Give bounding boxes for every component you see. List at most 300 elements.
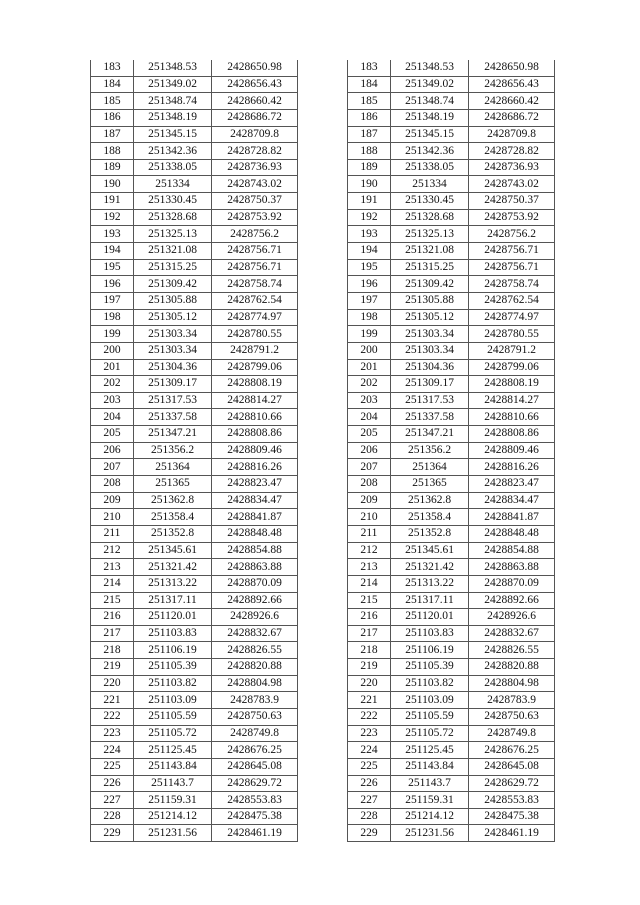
table-row bbox=[91, 276, 298, 293]
table-row bbox=[91, 659, 298, 676]
table-row bbox=[91, 808, 298, 825]
x-coordinate-cell: 251338.05 bbox=[134, 159, 212, 176]
table-row bbox=[348, 492, 555, 509]
y-coordinate-cell: 2428750.37 bbox=[212, 193, 298, 210]
table-row bbox=[91, 176, 298, 193]
table-row bbox=[348, 542, 555, 559]
x-coordinate-cell: 251342.36 bbox=[391, 143, 469, 160]
y-coordinate-cell: 2428762.54 bbox=[469, 292, 555, 309]
table-row bbox=[348, 226, 555, 243]
x-coordinate-cell: 251313.22 bbox=[134, 575, 212, 592]
y-coordinate-cell: 2428834.47 bbox=[469, 492, 555, 509]
x-coordinate-cell: 251356.2 bbox=[391, 442, 469, 459]
table-row bbox=[348, 193, 555, 210]
point-number-cell: 210 bbox=[91, 509, 134, 526]
coordinate-table-body bbox=[348, 60, 555, 842]
x-coordinate-cell: 251352.8 bbox=[134, 525, 212, 542]
table-row bbox=[91, 542, 298, 559]
y-coordinate-cell: 2428823.47 bbox=[469, 476, 555, 493]
y-coordinate-cell: 2428804.98 bbox=[212, 675, 298, 692]
table-row bbox=[348, 109, 555, 126]
x-coordinate-cell: 251143.7 bbox=[134, 775, 212, 792]
y-coordinate-cell: 2428823.47 bbox=[212, 476, 298, 493]
point-number-cell: 190 bbox=[348, 176, 391, 193]
x-coordinate-cell: 251364 bbox=[134, 459, 212, 476]
x-coordinate-cell: 251309.17 bbox=[134, 376, 212, 393]
y-coordinate-cell: 2428892.66 bbox=[212, 592, 298, 609]
table-row bbox=[348, 459, 555, 476]
x-coordinate-cell: 251330.45 bbox=[134, 193, 212, 210]
table-row bbox=[348, 592, 555, 609]
y-coordinate-cell: 2428686.72 bbox=[469, 109, 555, 126]
x-coordinate-cell: 251159.31 bbox=[134, 792, 212, 809]
point-number-cell: 217 bbox=[91, 625, 134, 642]
table-row bbox=[348, 209, 555, 226]
y-coordinate-cell: 2428650.98 bbox=[212, 60, 298, 76]
x-coordinate-cell: 251317.53 bbox=[391, 392, 469, 409]
table-row bbox=[348, 292, 555, 309]
y-coordinate-cell: 2428826.55 bbox=[212, 642, 298, 659]
point-number-cell: 205 bbox=[348, 426, 391, 443]
point-number-cell: 200 bbox=[91, 342, 134, 359]
point-number-cell: 216 bbox=[91, 609, 134, 626]
x-coordinate-cell: 251214.12 bbox=[391, 808, 469, 825]
y-coordinate-cell: 2428808.86 bbox=[469, 426, 555, 443]
x-coordinate-cell: 251330.45 bbox=[391, 193, 469, 210]
x-coordinate-cell: 251105.39 bbox=[391, 659, 469, 676]
x-coordinate-cell: 251348.53 bbox=[391, 60, 469, 76]
point-number-cell: 203 bbox=[91, 392, 134, 409]
y-coordinate-cell: 2428820.88 bbox=[212, 659, 298, 676]
point-number-cell: 213 bbox=[91, 559, 134, 576]
x-coordinate-cell: 251305.88 bbox=[391, 292, 469, 309]
x-coordinate-cell: 251364 bbox=[391, 459, 469, 476]
point-number-cell: 227 bbox=[348, 792, 391, 809]
x-coordinate-cell: 251120.01 bbox=[134, 609, 212, 626]
table-row bbox=[91, 559, 298, 576]
point-number-cell: 223 bbox=[348, 725, 391, 742]
y-coordinate-cell: 2428810.66 bbox=[469, 409, 555, 426]
point-number-cell: 201 bbox=[91, 359, 134, 376]
y-coordinate-cell: 2428926.6 bbox=[212, 609, 298, 626]
x-coordinate-cell: 251125.45 bbox=[134, 742, 212, 759]
point-number-cell: 185 bbox=[91, 93, 134, 110]
x-coordinate-cell: 251305.12 bbox=[391, 309, 469, 326]
y-coordinate-cell: 2428728.82 bbox=[469, 143, 555, 160]
x-coordinate-cell: 251362.8 bbox=[391, 492, 469, 509]
x-coordinate-cell: 251159.31 bbox=[391, 792, 469, 809]
point-number-cell: 198 bbox=[348, 309, 391, 326]
x-coordinate-cell: 251313.22 bbox=[391, 575, 469, 592]
table-row bbox=[91, 476, 298, 493]
table-row bbox=[348, 359, 555, 376]
table-row bbox=[348, 525, 555, 542]
y-coordinate-cell: 2428750.37 bbox=[469, 193, 555, 210]
y-coordinate-cell: 2428826.55 bbox=[469, 642, 555, 659]
point-number-cell: 191 bbox=[91, 193, 134, 210]
y-coordinate-cell: 2428758.74 bbox=[212, 276, 298, 293]
y-coordinate-cell: 2428863.88 bbox=[212, 559, 298, 576]
point-number-cell: 206 bbox=[348, 442, 391, 459]
point-number-cell: 202 bbox=[348, 376, 391, 393]
point-number-cell: 196 bbox=[91, 276, 134, 293]
point-number-cell: 193 bbox=[348, 226, 391, 243]
y-coordinate-cell: 2428650.98 bbox=[469, 60, 555, 76]
point-number-cell: 194 bbox=[91, 243, 134, 260]
table-row bbox=[348, 309, 555, 326]
table-row bbox=[348, 509, 555, 526]
y-coordinate-cell: 2428820.88 bbox=[469, 659, 555, 676]
y-coordinate-cell: 2428814.27 bbox=[212, 392, 298, 409]
x-coordinate-cell: 251365 bbox=[134, 476, 212, 493]
x-coordinate-cell: 251103.09 bbox=[134, 692, 212, 709]
y-coordinate-cell: 2428791.2 bbox=[212, 342, 298, 359]
table-row bbox=[348, 176, 555, 193]
point-number-cell: 192 bbox=[348, 209, 391, 226]
y-coordinate-cell: 2428774.97 bbox=[469, 309, 555, 326]
x-coordinate-cell: 251105.72 bbox=[391, 725, 469, 742]
y-coordinate-cell: 2428736.93 bbox=[212, 159, 298, 176]
y-coordinate-cell: 2428475.38 bbox=[212, 808, 298, 825]
table-row bbox=[91, 708, 298, 725]
y-coordinate-cell: 2428809.46 bbox=[469, 442, 555, 459]
x-coordinate-cell: 251105.59 bbox=[134, 708, 212, 725]
y-coordinate-cell: 2428848.48 bbox=[469, 525, 555, 542]
x-coordinate-cell: 251358.4 bbox=[391, 509, 469, 526]
point-number-cell: 222 bbox=[91, 708, 134, 725]
y-coordinate-cell: 2428553.83 bbox=[212, 792, 298, 809]
point-number-cell: 212 bbox=[91, 542, 134, 559]
point-number-cell: 220 bbox=[348, 675, 391, 692]
x-coordinate-cell: 251105.39 bbox=[134, 659, 212, 676]
y-coordinate-cell: 2428749.8 bbox=[469, 725, 555, 742]
point-number-cell: 221 bbox=[348, 692, 391, 709]
table-row bbox=[91, 492, 298, 509]
table-row bbox=[348, 276, 555, 293]
table-row bbox=[348, 442, 555, 459]
point-number-cell: 209 bbox=[91, 492, 134, 509]
table-row bbox=[91, 409, 298, 426]
y-coordinate-cell: 2428870.09 bbox=[469, 575, 555, 592]
x-coordinate-cell: 251345.61 bbox=[134, 542, 212, 559]
table-row bbox=[91, 193, 298, 210]
x-coordinate-cell: 251303.34 bbox=[391, 342, 469, 359]
point-number-cell: 189 bbox=[348, 159, 391, 176]
point-number-cell: 184 bbox=[91, 76, 134, 93]
table-row bbox=[91, 209, 298, 226]
coordinate-table-left bbox=[90, 60, 298, 842]
x-coordinate-cell: 251317.11 bbox=[134, 592, 212, 609]
table-row bbox=[348, 392, 555, 409]
table-row bbox=[91, 775, 298, 792]
x-coordinate-cell: 251337.58 bbox=[391, 409, 469, 426]
y-coordinate-cell: 2428475.38 bbox=[469, 808, 555, 825]
point-number-cell: 200 bbox=[348, 342, 391, 359]
table-row bbox=[348, 808, 555, 825]
point-number-cell: 226 bbox=[348, 775, 391, 792]
point-number-cell: 186 bbox=[91, 109, 134, 126]
table-row bbox=[348, 792, 555, 809]
y-coordinate-cell: 2428774.97 bbox=[212, 309, 298, 326]
x-coordinate-cell: 251317.11 bbox=[391, 592, 469, 609]
point-number-cell: 214 bbox=[348, 575, 391, 592]
y-coordinate-cell: 2428753.92 bbox=[469, 209, 555, 226]
y-coordinate-cell: 2428709.8 bbox=[469, 126, 555, 143]
y-coordinate-cell: 2428799.06 bbox=[469, 359, 555, 376]
table-row bbox=[91, 342, 298, 359]
table-row bbox=[91, 292, 298, 309]
y-coordinate-cell: 2428780.55 bbox=[212, 326, 298, 343]
point-number-cell: 187 bbox=[91, 126, 134, 143]
y-coordinate-cell: 2428461.19 bbox=[212, 825, 298, 842]
y-coordinate-cell: 2428676.25 bbox=[469, 742, 555, 759]
point-number-cell: 228 bbox=[91, 808, 134, 825]
x-coordinate-cell: 251321.08 bbox=[391, 243, 469, 260]
y-coordinate-cell: 2428841.87 bbox=[469, 509, 555, 526]
point-number-cell: 201 bbox=[348, 359, 391, 376]
y-coordinate-cell: 2428750.63 bbox=[469, 708, 555, 725]
y-coordinate-cell: 2428756.71 bbox=[212, 243, 298, 260]
table-row bbox=[91, 243, 298, 260]
y-coordinate-cell: 2428832.67 bbox=[469, 625, 555, 642]
y-coordinate-cell: 2428709.8 bbox=[212, 126, 298, 143]
table-row bbox=[348, 559, 555, 576]
y-coordinate-cell: 2428750.63 bbox=[212, 708, 298, 725]
x-coordinate-cell: 251103.82 bbox=[391, 675, 469, 692]
point-number-cell: 183 bbox=[91, 60, 134, 76]
table-row bbox=[91, 592, 298, 609]
table-row bbox=[348, 126, 555, 143]
y-coordinate-cell: 2428832.67 bbox=[212, 625, 298, 642]
table-row bbox=[91, 725, 298, 742]
x-coordinate-cell: 251105.59 bbox=[391, 708, 469, 725]
point-number-cell: 188 bbox=[91, 143, 134, 160]
x-coordinate-cell: 251321.08 bbox=[134, 243, 212, 260]
x-coordinate-cell: 251315.25 bbox=[391, 259, 469, 276]
x-coordinate-cell: 251143.7 bbox=[391, 775, 469, 792]
x-coordinate-cell: 251106.19 bbox=[134, 642, 212, 659]
table-row bbox=[91, 825, 298, 842]
table-row bbox=[91, 692, 298, 709]
point-number-cell: 189 bbox=[91, 159, 134, 176]
point-number-cell: 219 bbox=[348, 659, 391, 676]
x-coordinate-cell: 251328.68 bbox=[134, 209, 212, 226]
x-coordinate-cell: 251337.58 bbox=[134, 409, 212, 426]
y-coordinate-cell: 2428808.19 bbox=[469, 376, 555, 393]
point-number-cell: 211 bbox=[348, 525, 391, 542]
x-coordinate-cell: 251231.56 bbox=[134, 825, 212, 842]
x-coordinate-cell: 251309.42 bbox=[391, 276, 469, 293]
table-row bbox=[91, 442, 298, 459]
y-coordinate-cell: 2428736.93 bbox=[469, 159, 555, 176]
point-number-cell: 228 bbox=[348, 808, 391, 825]
x-coordinate-cell: 251303.34 bbox=[391, 326, 469, 343]
table-row bbox=[348, 259, 555, 276]
table-row bbox=[91, 109, 298, 126]
point-number-cell: 218 bbox=[348, 642, 391, 659]
point-number-cell: 192 bbox=[91, 209, 134, 226]
table-row bbox=[348, 742, 555, 759]
y-coordinate-cell: 2428892.66 bbox=[469, 592, 555, 609]
table-row bbox=[348, 342, 555, 359]
x-coordinate-cell: 251103.83 bbox=[134, 625, 212, 642]
x-coordinate-cell: 251315.25 bbox=[134, 259, 212, 276]
table-row bbox=[91, 93, 298, 110]
x-coordinate-cell: 251321.42 bbox=[134, 559, 212, 576]
y-coordinate-cell: 2428645.08 bbox=[469, 758, 555, 775]
x-coordinate-cell: 251348.74 bbox=[134, 93, 212, 110]
x-coordinate-cell: 251309.17 bbox=[391, 376, 469, 393]
table-row bbox=[348, 143, 555, 160]
point-number-cell: 183 bbox=[348, 60, 391, 76]
x-coordinate-cell: 251103.82 bbox=[134, 675, 212, 692]
point-number-cell: 217 bbox=[348, 625, 391, 642]
y-coordinate-cell: 2428783.9 bbox=[212, 692, 298, 709]
point-number-cell: 202 bbox=[91, 376, 134, 393]
x-coordinate-cell: 251345.15 bbox=[134, 126, 212, 143]
y-coordinate-cell: 2428841.87 bbox=[212, 509, 298, 526]
x-coordinate-cell: 251347.21 bbox=[391, 426, 469, 443]
y-coordinate-cell: 2428870.09 bbox=[212, 575, 298, 592]
x-coordinate-cell: 251305.12 bbox=[134, 309, 212, 326]
table-row bbox=[91, 509, 298, 526]
point-number-cell: 225 bbox=[91, 758, 134, 775]
point-number-cell: 205 bbox=[91, 426, 134, 443]
point-number-cell: 224 bbox=[91, 742, 134, 759]
point-number-cell: 199 bbox=[348, 326, 391, 343]
y-coordinate-cell: 2428810.66 bbox=[212, 409, 298, 426]
x-coordinate-cell: 251106.19 bbox=[391, 642, 469, 659]
point-number-cell: 204 bbox=[348, 409, 391, 426]
point-number-cell: 199 bbox=[91, 326, 134, 343]
point-number-cell: 229 bbox=[91, 825, 134, 842]
table-row bbox=[91, 742, 298, 759]
table-row bbox=[91, 758, 298, 775]
point-number-cell: 209 bbox=[348, 492, 391, 509]
point-number-cell: 210 bbox=[348, 509, 391, 526]
x-coordinate-cell: 251349.02 bbox=[391, 76, 469, 93]
point-number-cell: 206 bbox=[91, 442, 134, 459]
point-number-cell: 219 bbox=[91, 659, 134, 676]
y-coordinate-cell: 2428629.72 bbox=[212, 775, 298, 792]
x-coordinate-cell: 251143.84 bbox=[391, 758, 469, 775]
x-coordinate-cell: 251325.13 bbox=[391, 226, 469, 243]
table-row bbox=[91, 392, 298, 409]
point-number-cell: 184 bbox=[348, 76, 391, 93]
table-row bbox=[91, 642, 298, 659]
y-coordinate-cell: 2428808.19 bbox=[212, 376, 298, 393]
table-row bbox=[348, 575, 555, 592]
x-coordinate-cell: 251348.74 bbox=[391, 93, 469, 110]
y-coordinate-cell: 2428749.8 bbox=[212, 725, 298, 742]
point-number-cell: 221 bbox=[91, 692, 134, 709]
point-number-cell: 207 bbox=[91, 459, 134, 476]
point-number-cell: 211 bbox=[91, 525, 134, 542]
y-coordinate-cell: 2428756.71 bbox=[469, 243, 555, 260]
y-coordinate-cell: 2428756.2 bbox=[212, 226, 298, 243]
table-row bbox=[348, 725, 555, 742]
x-coordinate-cell: 251103.09 bbox=[391, 692, 469, 709]
point-number-cell: 218 bbox=[91, 642, 134, 659]
x-coordinate-cell: 251347.21 bbox=[134, 426, 212, 443]
point-number-cell: 223 bbox=[91, 725, 134, 742]
point-number-cell: 208 bbox=[91, 476, 134, 493]
x-coordinate-cell: 251143.84 bbox=[134, 758, 212, 775]
table-row bbox=[348, 409, 555, 426]
x-coordinate-cell: 251103.83 bbox=[391, 625, 469, 642]
x-coordinate-cell: 251305.88 bbox=[134, 292, 212, 309]
table-row bbox=[91, 525, 298, 542]
x-coordinate-cell: 251348.19 bbox=[134, 109, 212, 126]
y-coordinate-cell: 2428629.72 bbox=[469, 775, 555, 792]
x-coordinate-cell: 251348.53 bbox=[134, 60, 212, 76]
x-coordinate-cell: 251358.4 bbox=[134, 509, 212, 526]
table-row bbox=[348, 60, 555, 76]
table-row bbox=[91, 60, 298, 76]
table-row bbox=[348, 609, 555, 626]
table-row bbox=[91, 792, 298, 809]
point-number-cell: 195 bbox=[91, 259, 134, 276]
point-number-cell: 212 bbox=[348, 542, 391, 559]
table-row bbox=[91, 376, 298, 393]
x-coordinate-cell: 251304.36 bbox=[391, 359, 469, 376]
x-coordinate-cell: 251345.61 bbox=[391, 542, 469, 559]
y-coordinate-cell: 2428848.48 bbox=[212, 525, 298, 542]
table-row bbox=[348, 675, 555, 692]
table-row bbox=[348, 376, 555, 393]
y-coordinate-cell: 2428660.42 bbox=[469, 93, 555, 110]
table-row bbox=[348, 692, 555, 709]
table-row bbox=[91, 625, 298, 642]
point-number-cell: 197 bbox=[348, 292, 391, 309]
point-number-cell: 190 bbox=[91, 176, 134, 193]
table-row bbox=[91, 459, 298, 476]
point-number-cell: 194 bbox=[348, 243, 391, 260]
table-row bbox=[91, 76, 298, 93]
x-coordinate-cell: 251365 bbox=[391, 476, 469, 493]
table-row bbox=[91, 143, 298, 160]
point-number-cell: 188 bbox=[348, 143, 391, 160]
y-coordinate-cell: 2428791.2 bbox=[469, 342, 555, 359]
point-number-cell: 207 bbox=[348, 459, 391, 476]
table-row bbox=[348, 825, 555, 842]
x-coordinate-cell: 251321.42 bbox=[391, 559, 469, 576]
x-coordinate-cell: 251303.34 bbox=[134, 326, 212, 343]
point-number-cell: 215 bbox=[348, 592, 391, 609]
point-number-cell: 229 bbox=[348, 825, 391, 842]
table-row bbox=[91, 359, 298, 376]
point-number-cell: 185 bbox=[348, 93, 391, 110]
y-coordinate-cell: 2428645.08 bbox=[212, 758, 298, 775]
y-coordinate-cell: 2428783.9 bbox=[469, 692, 555, 709]
table-row bbox=[91, 575, 298, 592]
x-coordinate-cell: 251125.45 bbox=[391, 742, 469, 759]
point-number-cell: 187 bbox=[348, 126, 391, 143]
y-coordinate-cell: 2428756.2 bbox=[469, 226, 555, 243]
y-coordinate-cell: 2428743.02 bbox=[212, 176, 298, 193]
table-row bbox=[348, 426, 555, 443]
y-coordinate-cell: 2428808.86 bbox=[212, 426, 298, 443]
table-row bbox=[348, 659, 555, 676]
x-coordinate-cell: 251325.13 bbox=[134, 226, 212, 243]
table-row bbox=[348, 326, 555, 343]
point-number-cell: 226 bbox=[91, 775, 134, 792]
table-row bbox=[91, 126, 298, 143]
point-number-cell: 220 bbox=[91, 675, 134, 692]
y-coordinate-cell: 2428758.74 bbox=[469, 276, 555, 293]
y-coordinate-cell: 2428686.72 bbox=[212, 109, 298, 126]
x-coordinate-cell: 251348.19 bbox=[391, 109, 469, 126]
